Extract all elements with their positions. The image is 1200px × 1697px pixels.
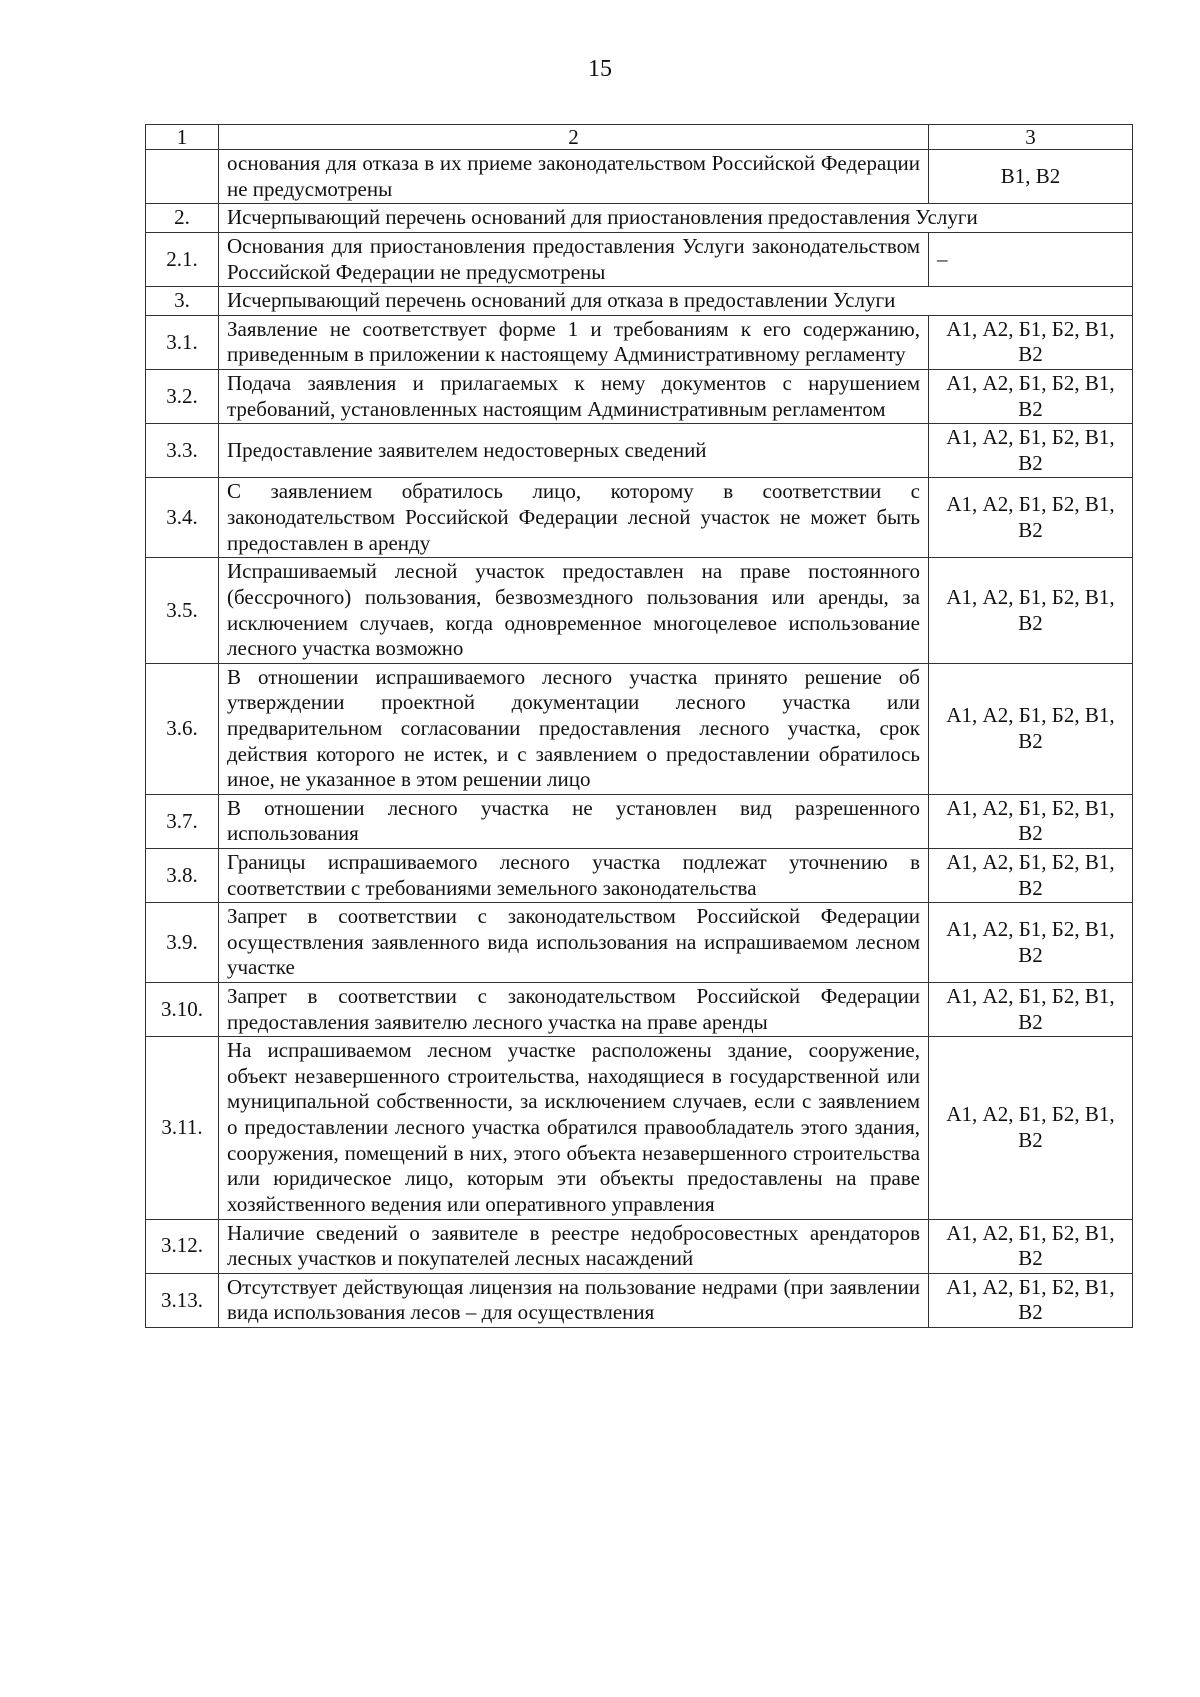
row-number: 3.1. (146, 315, 219, 369)
header-col-2: 2 (219, 125, 929, 150)
row-text: На испрашиваемом лесном участке расположены здание, сооружение, объект незавершенного строительства, находящиеся в государственной или муниципальной собственности, за исключением случаев, если с заявлением о предоставлении лесного участка обратился правообладатель этого здания, сооружения, помещений в них, этого объекта незавершенного строительства или юридическое лицо, которым эти объекты предоставлены на праве хозяйственного ведения или оперативного управления (219, 1037, 929, 1219)
row-number: 3.2. (146, 370, 219, 424)
row-text: Границы испрашиваемого лесного участка подлежат уточнению в соответствии с требованиями земельного законодательства (219, 848, 929, 902)
row-codes: А1, А2, Б1, Б2, В1, В2 (929, 1219, 1133, 1273)
row-text: Исчерпывающий перечень оснований для отказа в предоставлении Услуги (219, 287, 1133, 316)
row-codes: А1, А2, Б1, Б2, В1, В2 (929, 848, 1133, 902)
row-text: В отношении лесного участка не установлен вид разрешенного использования (219, 794, 929, 848)
row-text: основания для отказа в их приеме законодательством Российской Федерации не предусмотрены (219, 150, 929, 204)
row-codes: А1, А2, Б1, Б2, В1, В2 (929, 558, 1133, 663)
document-table (145, 124, 1133, 1328)
row-number: 2. (146, 204, 219, 233)
row-text: Отсутствует действующая лицензия на пользование недрами (при заявлении вида использования лесов – для осуществления (219, 1273, 929, 1327)
row-codes: А1, А2, Б1, Б2, В1, В2 (929, 1037, 1133, 1219)
table-row (146, 663, 1133, 794)
table-row (146, 315, 1133, 369)
row-codes: А1, А2, Б1, Б2, В1, В2 (929, 663, 1133, 794)
row-number: 3. (146, 287, 219, 316)
table-row (146, 1037, 1133, 1219)
row-text: Предоставление заявителем недостоверных сведений (219, 424, 929, 478)
table-row (146, 1273, 1133, 1327)
row-number: 3.10. (146, 983, 219, 1037)
row-number: 3.7. (146, 794, 219, 848)
row-text: Запрет в соответствии с законодательством Российской Федерации осуществления заявленного вида использования на испрашиваемом лесном участке (219, 903, 929, 983)
row-codes: А1, А2, Б1, Б2, В1, В2 (929, 478, 1133, 558)
row-codes: А1, А2, Б1, Б2, В1, В2 (929, 903, 1133, 983)
row-codes: А1, А2, Б1, Б2, В1, В2 (929, 424, 1133, 478)
table-row (146, 983, 1133, 1037)
table-row (146, 903, 1133, 983)
row-number: 3.3. (146, 424, 219, 478)
table-row (146, 424, 1133, 478)
table-row (146, 204, 1133, 233)
row-number: 3.6. (146, 663, 219, 794)
row-number: 3.11. (146, 1037, 219, 1219)
table-row (146, 232, 1133, 286)
row-codes: А1, А2, Б1, Б2, В1, В2 (929, 370, 1133, 424)
header-col-3: 3 (929, 125, 1133, 150)
row-number: 3.12. (146, 1219, 219, 1273)
table-row (146, 1219, 1133, 1273)
row-codes: В1, В2 (929, 150, 1133, 204)
row-text: Подача заявления и прилагаемых к нему документов с нарушением требований, установленных настоящим Административным регламентом (219, 370, 929, 424)
table-row (146, 558, 1133, 663)
row-codes: А1, А2, Б1, Б2, В1, В2 (929, 983, 1133, 1037)
row-codes: – (929, 232, 1133, 286)
row-number: 3.4. (146, 478, 219, 558)
row-text: С заявлением обратилось лицо, которому в соответствии с законодательством Российской Федерации лесной участок не может быть предоставлен в аренду (219, 478, 929, 558)
row-text: В отношении испрашиваемого лесного участка принято решение об утверждении проектной документации лесного участка или предварительном согласовании предоставления лесного участка, срок действия которого не истек, и с заявлением о предоставлении обратилось иное, не указанное в этом решении лицо (219, 663, 929, 794)
row-text: Исчерпывающий перечень оснований для приостановления предоставления Услуги (219, 204, 1133, 233)
row-codes: А1, А2, Б1, Б2, В1, В2 (929, 1273, 1133, 1327)
row-text: Наличие сведений о заявителе в реестре недобросовестных арендаторов лесных участков и покупателей лесных насаждений (219, 1219, 929, 1273)
table-row (146, 370, 1133, 424)
row-text: Испрашиваемый лесной участок предоставлен на праве постоянного (бессрочного) пользования, безвозмездного пользования или аренды, за исключением случаев, когда одновременное многоцелевое использование лесного участка возможно (219, 558, 929, 663)
page-number: 15 (588, 56, 612, 82)
row-number: 3.9. (146, 903, 219, 983)
row-codes: А1, А2, Б1, Б2, В1, В2 (929, 315, 1133, 369)
row-codes: А1, А2, Б1, Б2, В1, В2 (929, 794, 1133, 848)
row-number: 3.8. (146, 848, 219, 902)
table-row (146, 794, 1133, 848)
row-number: 3.13. (146, 1273, 219, 1327)
row-number (146, 150, 219, 204)
row-number: 2.1. (146, 232, 219, 286)
header-col-1: 1 (146, 125, 219, 150)
table-row (146, 848, 1133, 902)
row-text: Запрет в соответствии с законодательством Российской Федерации предоставления заявителю лесного участка на праве аренды (219, 983, 929, 1037)
table-row (146, 478, 1133, 558)
table-row (146, 150, 1133, 204)
row-text: Заявление не соответствует форме 1 и требованиям к его содержанию, приведенным в приложении к настоящему Административному регламенту (219, 315, 929, 369)
row-number: 3.5. (146, 558, 219, 663)
row-text: Основания для приостановления предоставления Услуги законодательством Российской Федерации не предусмотрены (219, 232, 929, 286)
table-header-row (146, 125, 1133, 150)
table-row (146, 287, 1133, 316)
